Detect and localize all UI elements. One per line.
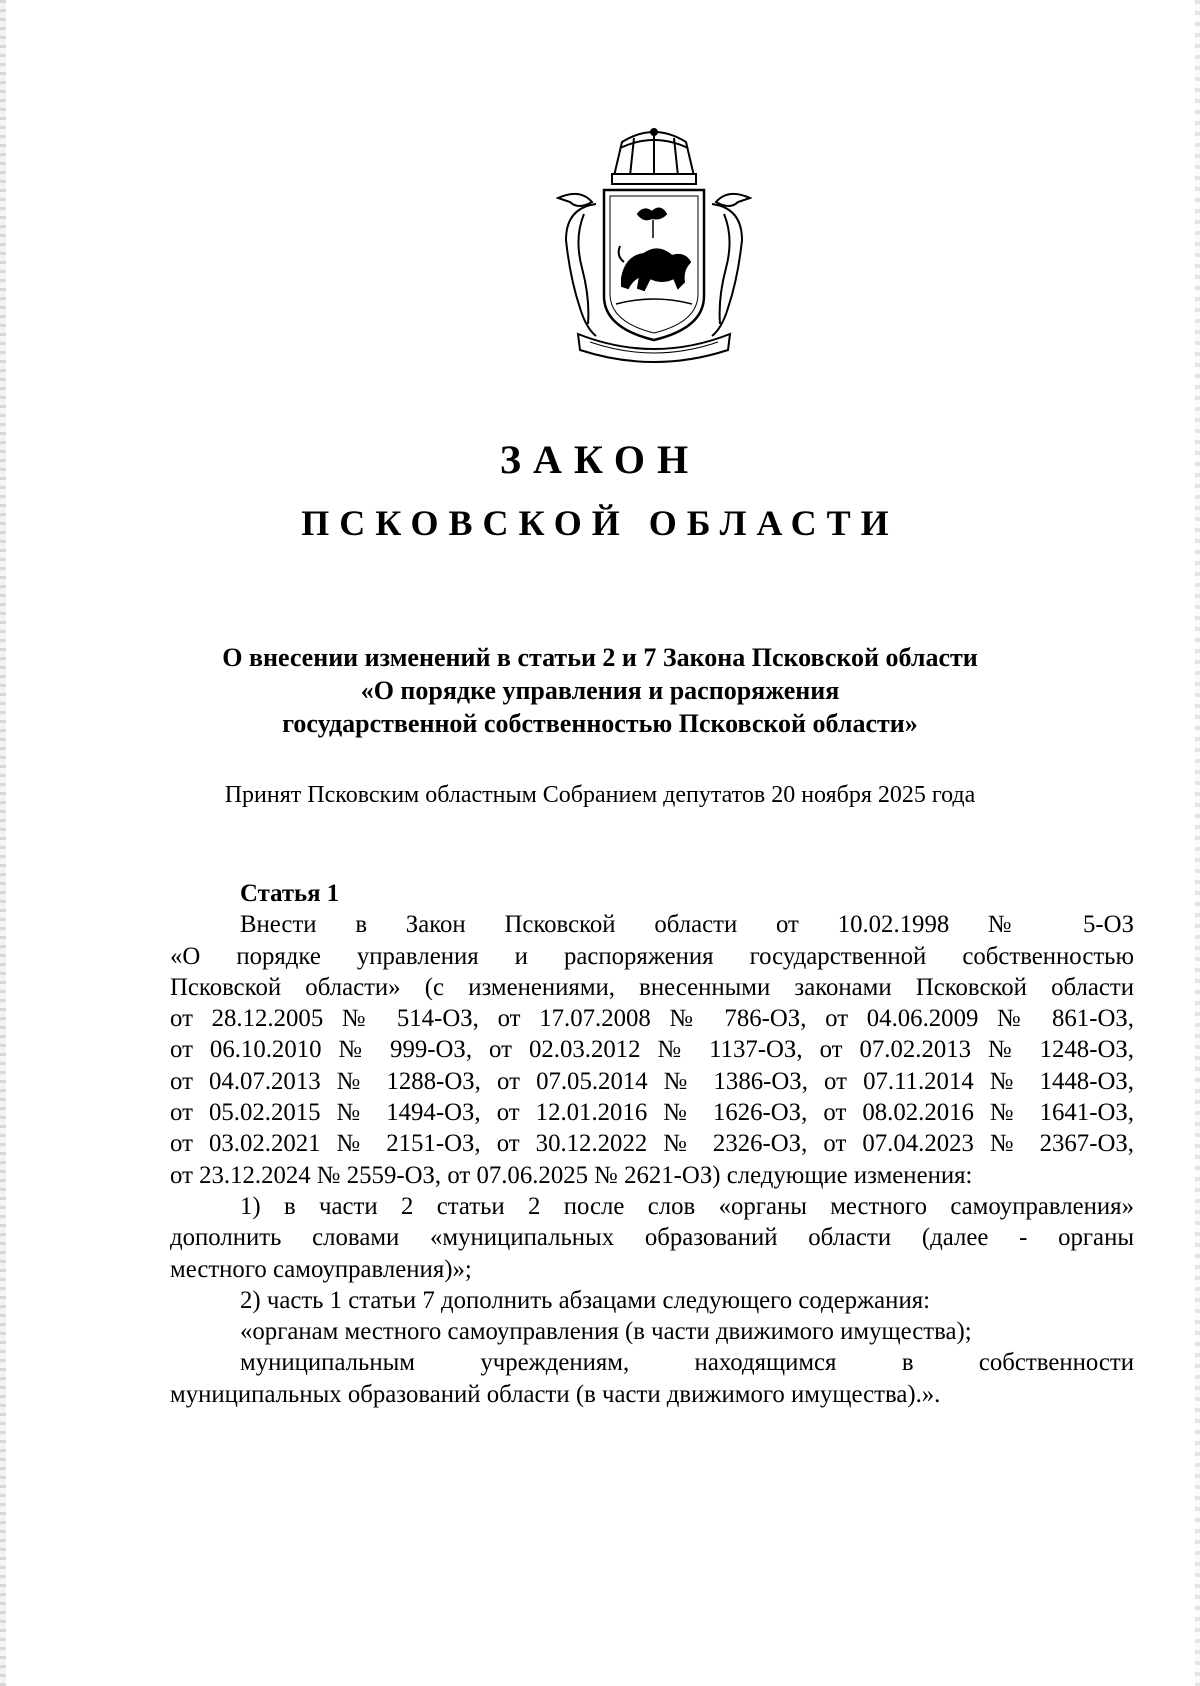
amendment-1-line: 1) в части 2 статьи 2 после слов «органы местного самоуправления» [240,1192,1134,1220]
article-heading: Статья 1 [240,880,340,907]
coat-of-arms-icon [556,128,752,368]
title-line: О внесении изменений в статьи 2 и 7 Закона Псковской области [222,643,978,672]
article-line: от 28.12.2005 № 514-ОЗ, от 17.07.2008 № 786-ОЗ, от 04.06.2009 № 861-ОЗ, [170,1005,1134,1033]
article-body [170,909,1134,1410]
scan-edge-left [0,0,6,1686]
title-line: государственной собственностью Псковской области» [282,709,918,738]
adoption-statement: Принят Псковским областным Собранием депутатов 20 ноября 2025 года [224,782,976,808]
amendment-1-line: местного самоуправления)»; [170,1255,472,1283]
amendment-2-line: «органам местного самоуправления (в части движимого имущества); [240,1318,972,1346]
article-line: от 05.02.2015 № 1494-ОЗ, от 12.01.2016 № 1626-ОЗ, от 08.02.2016 № 1641-ОЗ, [170,1099,1134,1127]
amendment-1-line: дополнить словами «муниципальных образований области (далее - органы [170,1224,1134,1252]
scan-edge-right [1195,0,1200,1686]
title-line: «О порядке управления и распоряжения [360,676,840,705]
amendment-2-line: муниципальным учреждениям, находящимся в собственности [240,1349,1134,1377]
article-line: Псковской области» (с изменениями, внесенными законами Псковской области [170,973,1134,1001]
article-line: от 06.10.2010 № 999-ОЗ, от 02.03.2012 № 1137-ОЗ, от 07.02.2013 № 1248-ОЗ, [170,1036,1134,1064]
article-line: от 23.12.2024 № 2559-ОЗ, от 07.06.2025 № 2621-ОЗ) следующие изменения: [170,1161,973,1189]
law-title [0,641,1200,740]
amendment-2-line: муниципальных образований области (в части движимого имущества).». [170,1380,941,1408]
amendment-2-line: 2) часть 1 статьи 7 дополнить абзацами следующего содержания: [240,1286,931,1314]
article-1 [170,878,1134,1410]
article-line: «О порядке управления и распоряжения государственной собственностью [170,942,1134,970]
article-line: от 03.02.2021 № 2151-ОЗ, от 30.12.2022 № 2326-ОЗ, от 07.04.2023 № 2367-ОЗ, [170,1130,1134,1158]
article-line: Внести в Закон Псковской области от 10.02.1998 № 5-ОЗ [240,911,1134,939]
region-heading: ПСКОВСКОЙ ОБЛАСТИ [301,503,899,543]
document-type-heading: ЗАКОН [499,437,701,482]
article-line: от 04.07.2013 № 1288-ОЗ, от 07.05.2014 № 1386-ОЗ, от 07.11.2014 № 1448-ОЗ, [170,1067,1134,1095]
